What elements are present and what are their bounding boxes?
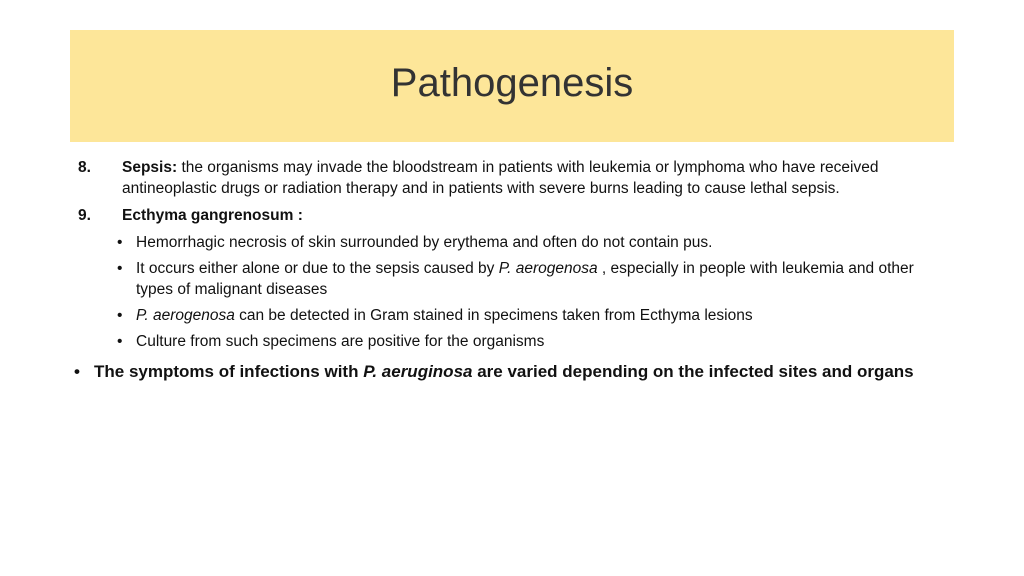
bullet-text: can be detected in Gram stained in specimens taken from Ecthyma lesions	[234, 307, 753, 324]
list-item-9	[78, 205, 948, 226]
item-text	[122, 157, 948, 199]
slide-title: Pathogenesis	[390, 61, 634, 105]
list-item-8	[78, 157, 948, 199]
summary-text: are varied depending on the infected sites and organs	[472, 362, 914, 381]
organism-name: P. aerogenosa	[136, 307, 235, 324]
bullet-text: It occurs either alone or due to the sepsis caused by	[136, 260, 499, 277]
ecthyma-bullets	[114, 232, 948, 352]
bullet-text: , especially in people with leukemia and other types of malignant diseases	[136, 260, 914, 298]
bullet-text: Culture from such specimens are positive for the organisms	[136, 333, 545, 350]
list-item	[114, 232, 948, 253]
list-item	[114, 305, 948, 326]
organism-name: P. aeruginosa	[363, 362, 473, 381]
item-label: Sepsis:	[122, 159, 178, 176]
item-label: Ecthyma gangrenosum :	[122, 207, 303, 224]
summary-bullet	[74, 360, 948, 383]
item-number: 9.	[78, 207, 91, 224]
list-item	[114, 258, 948, 300]
organism-name: P. aerogenosa	[498, 260, 598, 277]
list-item	[114, 331, 948, 352]
bullet-text: Hemorrhagic necrosis of skin surrounded by erythema and often do not contain pus.	[136, 234, 713, 251]
item-body: the organisms may invade the bloodstream in patients with leukemia or lymphoma who have received antineoplastic drugs or radiation therapy and in patients with severe burns leading to cause lethal sepsis.	[122, 159, 879, 197]
slide-content	[78, 157, 948, 383]
item-number: 8.	[78, 159, 91, 176]
summary-text: The symptoms of infections with	[94, 362, 364, 381]
